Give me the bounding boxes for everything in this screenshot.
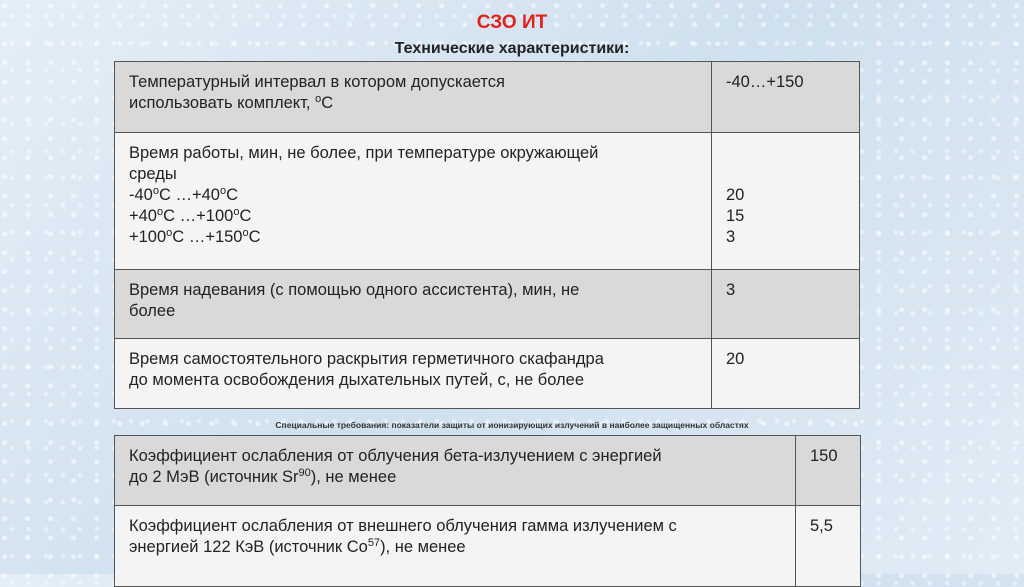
- value-text: 150: [810, 447, 838, 465]
- row-text: до момента освобождения дыхательных путей, с, не более: [129, 371, 585, 389]
- row-text: энергией 122 КэВ (источник Co: [129, 538, 368, 556]
- row-text: Время самостоятельного раскрытия герметичного скафандра: [129, 350, 604, 368]
- temperature-range: $+100^оС$ $\dots+150^оС$: [129, 227, 261, 246]
- row-text: более: [129, 302, 176, 320]
- value-text: 5,5: [810, 517, 833, 535]
- special-requirements-note: Специальные требования: показатели защиты от ионизирующих излучений в наиболее защищенных областях: [275, 420, 749, 430]
- table-row: [115, 62, 860, 133]
- table-cell-value: [712, 62, 860, 133]
- isotope-number: 57: [367, 537, 381, 549]
- table-cell-description: [115, 506, 796, 587]
- characteristics-table: [114, 61, 860, 409]
- table-row: [115, 270, 860, 339]
- isotope-number: 90: [298, 467, 311, 479]
- value-text: 20: [726, 350, 745, 368]
- table-cell-value: [796, 506, 861, 587]
- row-text: Время работы, мин, не более, при температуре окружающей: [129, 144, 599, 162]
- value-text: -40…+150: [726, 73, 804, 91]
- row-text: использовать комплект,: [129, 94, 311, 112]
- value-text: 15: [726, 207, 745, 225]
- row-text: Коэффициент ослабления от облучения бета-излучением с энергией: [129, 447, 662, 465]
- temperature-range: $-40^оС$ $\dots+40^оС$: [129, 185, 239, 204]
- row-text: Время надевания (с помощью одного ассистента), мин, не: [129, 281, 580, 299]
- table-row: [115, 133, 860, 270]
- table-cell-value: [796, 436, 861, 506]
- table-row: [115, 339, 860, 409]
- table-row: [115, 506, 861, 587]
- row-text: среды: [129, 165, 177, 183]
- unit-text: С: [321, 94, 334, 112]
- row-text: Коэффициент ослабления от внешнего облучения гамма излучением с: [129, 517, 677, 535]
- row-text: ), не менее: [310, 468, 397, 486]
- table-cell-description: [115, 339, 712, 409]
- table-cell-value: [712, 270, 860, 339]
- table-cell-description: [115, 62, 712, 133]
- table-row: [115, 436, 861, 506]
- value-text: 3: [726, 228, 736, 246]
- row-text: ), не менее: [380, 538, 466, 556]
- value-text: 20: [726, 186, 745, 204]
- protection-table: [114, 435, 861, 587]
- table-cell-value: [712, 339, 860, 409]
- table-cell-description: [115, 133, 712, 270]
- row-text: до 2 МэВ (источник Sr: [129, 468, 299, 486]
- slide-title: СЗО ИТ: [476, 12, 548, 33]
- table-cell-description: [115, 270, 712, 339]
- degree-symbol: о: [315, 93, 322, 105]
- temperature-range: $+40^оС$ $\dots+100^оС$: [129, 206, 252, 225]
- table-cell-value: [712, 133, 860, 270]
- slide-subtitle: Технические характеристики:: [394, 40, 630, 57]
- table-cell-description: [115, 436, 796, 506]
- row-text: Температурный интервал в котором допускается: [129, 73, 505, 91]
- value-text: 3: [726, 281, 736, 299]
